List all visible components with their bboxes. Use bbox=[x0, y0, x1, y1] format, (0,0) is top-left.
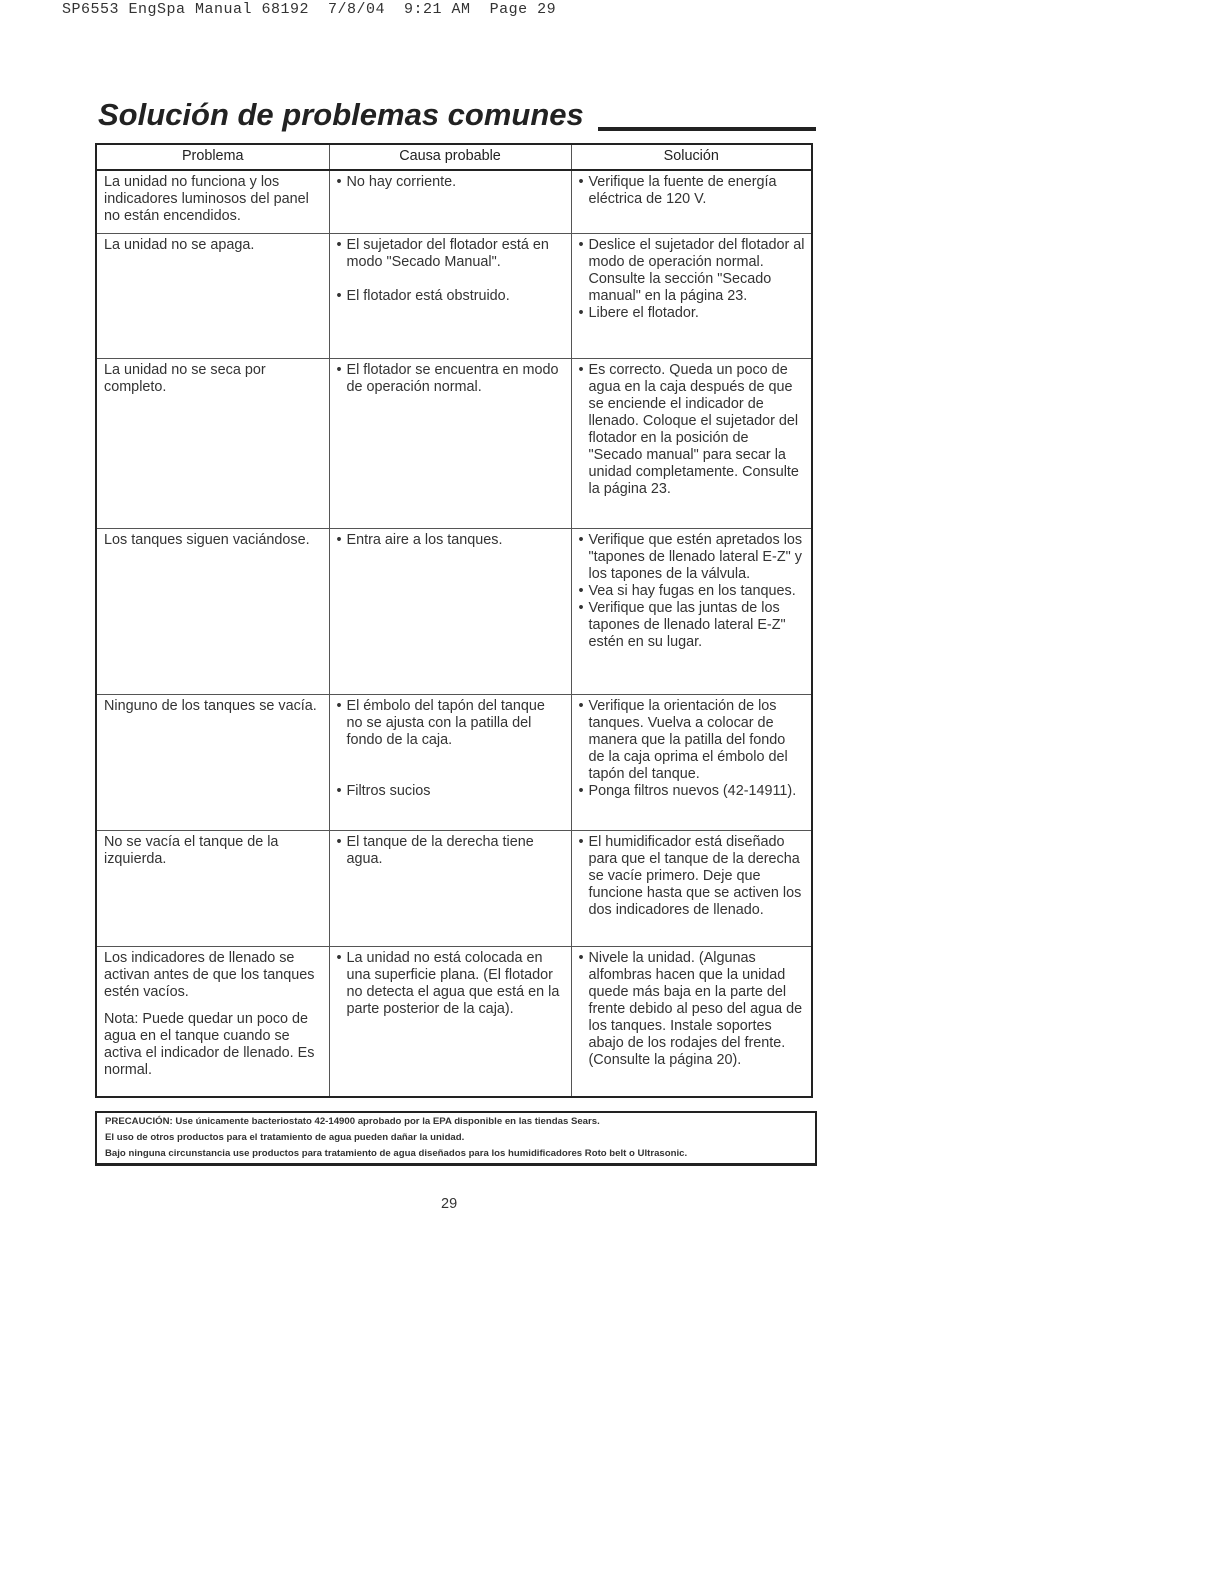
cause-item: • Filtros sucios bbox=[337, 783, 565, 800]
cause-cell bbox=[329, 170, 571, 233]
print-header: SP6553 EngSpa Manual 68192 7/8/04 9:21 AM Page 29 bbox=[62, 1, 557, 18]
cause-cell bbox=[329, 528, 571, 694]
solution-cell bbox=[571, 170, 812, 233]
problem-text: Los indicadores de llenado se activan antes de que los tanques estén vacíos. bbox=[104, 949, 315, 1000]
table-header-row bbox=[96, 144, 812, 170]
cause-cell bbox=[329, 830, 571, 946]
problem-text: La unidad no se seca por completo. bbox=[104, 361, 266, 395]
table-row bbox=[96, 946, 812, 1097]
solution-cell bbox=[571, 946, 812, 1097]
solution-item: • Verifique que las juntas de los tapones de llenado lateral E-Z" estén en su lugar. bbox=[579, 600, 806, 651]
solution-item: • Libere el flotador. bbox=[579, 305, 806, 322]
table-row bbox=[96, 358, 812, 528]
problem-text: Ninguno de los tanques se vacía. bbox=[104, 697, 317, 714]
solution-cell bbox=[571, 233, 812, 358]
page-title: Solución de problemas comunes bbox=[98, 97, 584, 132]
caution-line: Bajo ninguna circunstancia use productos para tratamiento de agua diseñados para los humidificadores Roto belt o Ultrasonic. bbox=[105, 1148, 688, 1159]
problem-cell bbox=[96, 358, 329, 528]
header-solution: Solución bbox=[571, 144, 812, 170]
table-row bbox=[96, 170, 812, 233]
problem-text: Los tanques siguen vaciándose. bbox=[104, 531, 310, 548]
solution-item: • Vea si hay fugas en los tanques. bbox=[579, 583, 806, 600]
solution-cell bbox=[571, 358, 812, 528]
cause-item: • Entra aire a los tanques. bbox=[337, 532, 565, 549]
table-row bbox=[96, 694, 812, 830]
cause-cell bbox=[329, 694, 571, 830]
table-row bbox=[96, 233, 812, 358]
problem-text: La unidad no se apaga. bbox=[104, 236, 255, 253]
problem-cell bbox=[96, 528, 329, 694]
title-underline bbox=[598, 127, 816, 131]
header-problem: Problema bbox=[96, 144, 329, 170]
problem-cell bbox=[96, 694, 329, 830]
solution-cell bbox=[571, 528, 812, 694]
problem-cell bbox=[96, 233, 329, 358]
cause-cell bbox=[329, 233, 571, 358]
solution-item: • El humidificador está diseñado para que el tanque de la derecha se vacíe primero. Deje que funcione hasta que se activen los dos indicadores de llenado. bbox=[579, 834, 806, 919]
problem-cell bbox=[96, 830, 329, 946]
header-cause: Causa probable bbox=[329, 144, 571, 170]
cause-item: • El flotador se encuentra en modo de operación normal. bbox=[337, 362, 565, 396]
title-block bbox=[98, 96, 816, 136]
solution-item: • Es correcto. Queda un poco de agua en la caja después de que se enciende el indicador de llenado. Coloque el sujetador del flotador en la posición de "Secado manual" para secar la unidad completamente. Consulte la página 23. bbox=[579, 362, 806, 498]
problem-note: Nota: Puede quedar un poco de agua en el tanque cuando se activa el indicador de llenado. Es normal. bbox=[104, 1010, 315, 1078]
cause-item: • No hay corriente. bbox=[337, 174, 565, 191]
cause-item: • El tanque de la derecha tiene agua. bbox=[337, 834, 565, 868]
solution-cell bbox=[571, 830, 812, 946]
solution-item: • Deslice el sujetador del flotador al modo de operación normal. Consulte la sección "Secado manual" en la página 23. bbox=[579, 237, 806, 305]
caution-line: El uso de otros productos para el tratamiento de agua pueden dañar la unidad. bbox=[105, 1132, 465, 1143]
problem-cell bbox=[96, 170, 329, 233]
cause-item: • El sujetador del flotador está en modo "Secado Manual". bbox=[337, 237, 565, 271]
cause-item: • El flotador está obstruido. bbox=[337, 288, 565, 305]
page-number: 29 bbox=[441, 1196, 458, 1212]
problem-text: La unidad no funciona y los indicadores luminosos del panel no están encendidos. bbox=[104, 174, 309, 224]
solution-item: • Verifique la fuente de energía eléctrica de 120 V. bbox=[579, 174, 806, 208]
table-row bbox=[96, 830, 812, 946]
cause-item: • El émbolo del tapón del tanque no se ajusta con la patilla del fondo de la caja. bbox=[337, 698, 565, 749]
caution-line: PRECAUCIÓN: Use únicamente bacteriostato 42-14900 aprobado por la EPA disponible en las tiendas Sears. bbox=[105, 1116, 600, 1127]
solution-item: • Verifique la orientación de los tanques. Vuelva a colocar de manera que la patilla del fondo de la caja oprima el émbolo del tapón del tanque. bbox=[579, 698, 806, 783]
cause-item: • La unidad no está colocada en una superficie plana. (El flotador no detecta el agua que está en la parte posterior de la caja). bbox=[337, 950, 565, 1018]
troubleshooting-table bbox=[95, 143, 813, 1098]
caution-box bbox=[95, 1111, 817, 1166]
problem-cell bbox=[96, 946, 329, 1097]
solution-item: • Verifique que estén apretados los "tapones de llenado lateral E-Z" y los tapones de la válvula. bbox=[579, 532, 806, 583]
table-row bbox=[96, 528, 812, 694]
problem-text: No se vacía el tanque de la izquierda. bbox=[104, 833, 279, 867]
solution-item: • Ponga filtros nuevos (42-14911). bbox=[579, 783, 806, 800]
cause-cell bbox=[329, 946, 571, 1097]
solution-item: • Nivele la unidad. (Algunas alfombras hacen que la unidad quede más baja en la parte del frente debido al peso del agua de los tanques. Instale soportes abajo de los rodajes del frente. (Consulte la página 20). bbox=[579, 950, 806, 1069]
solution-cell bbox=[571, 694, 812, 830]
cause-cell bbox=[329, 358, 571, 528]
